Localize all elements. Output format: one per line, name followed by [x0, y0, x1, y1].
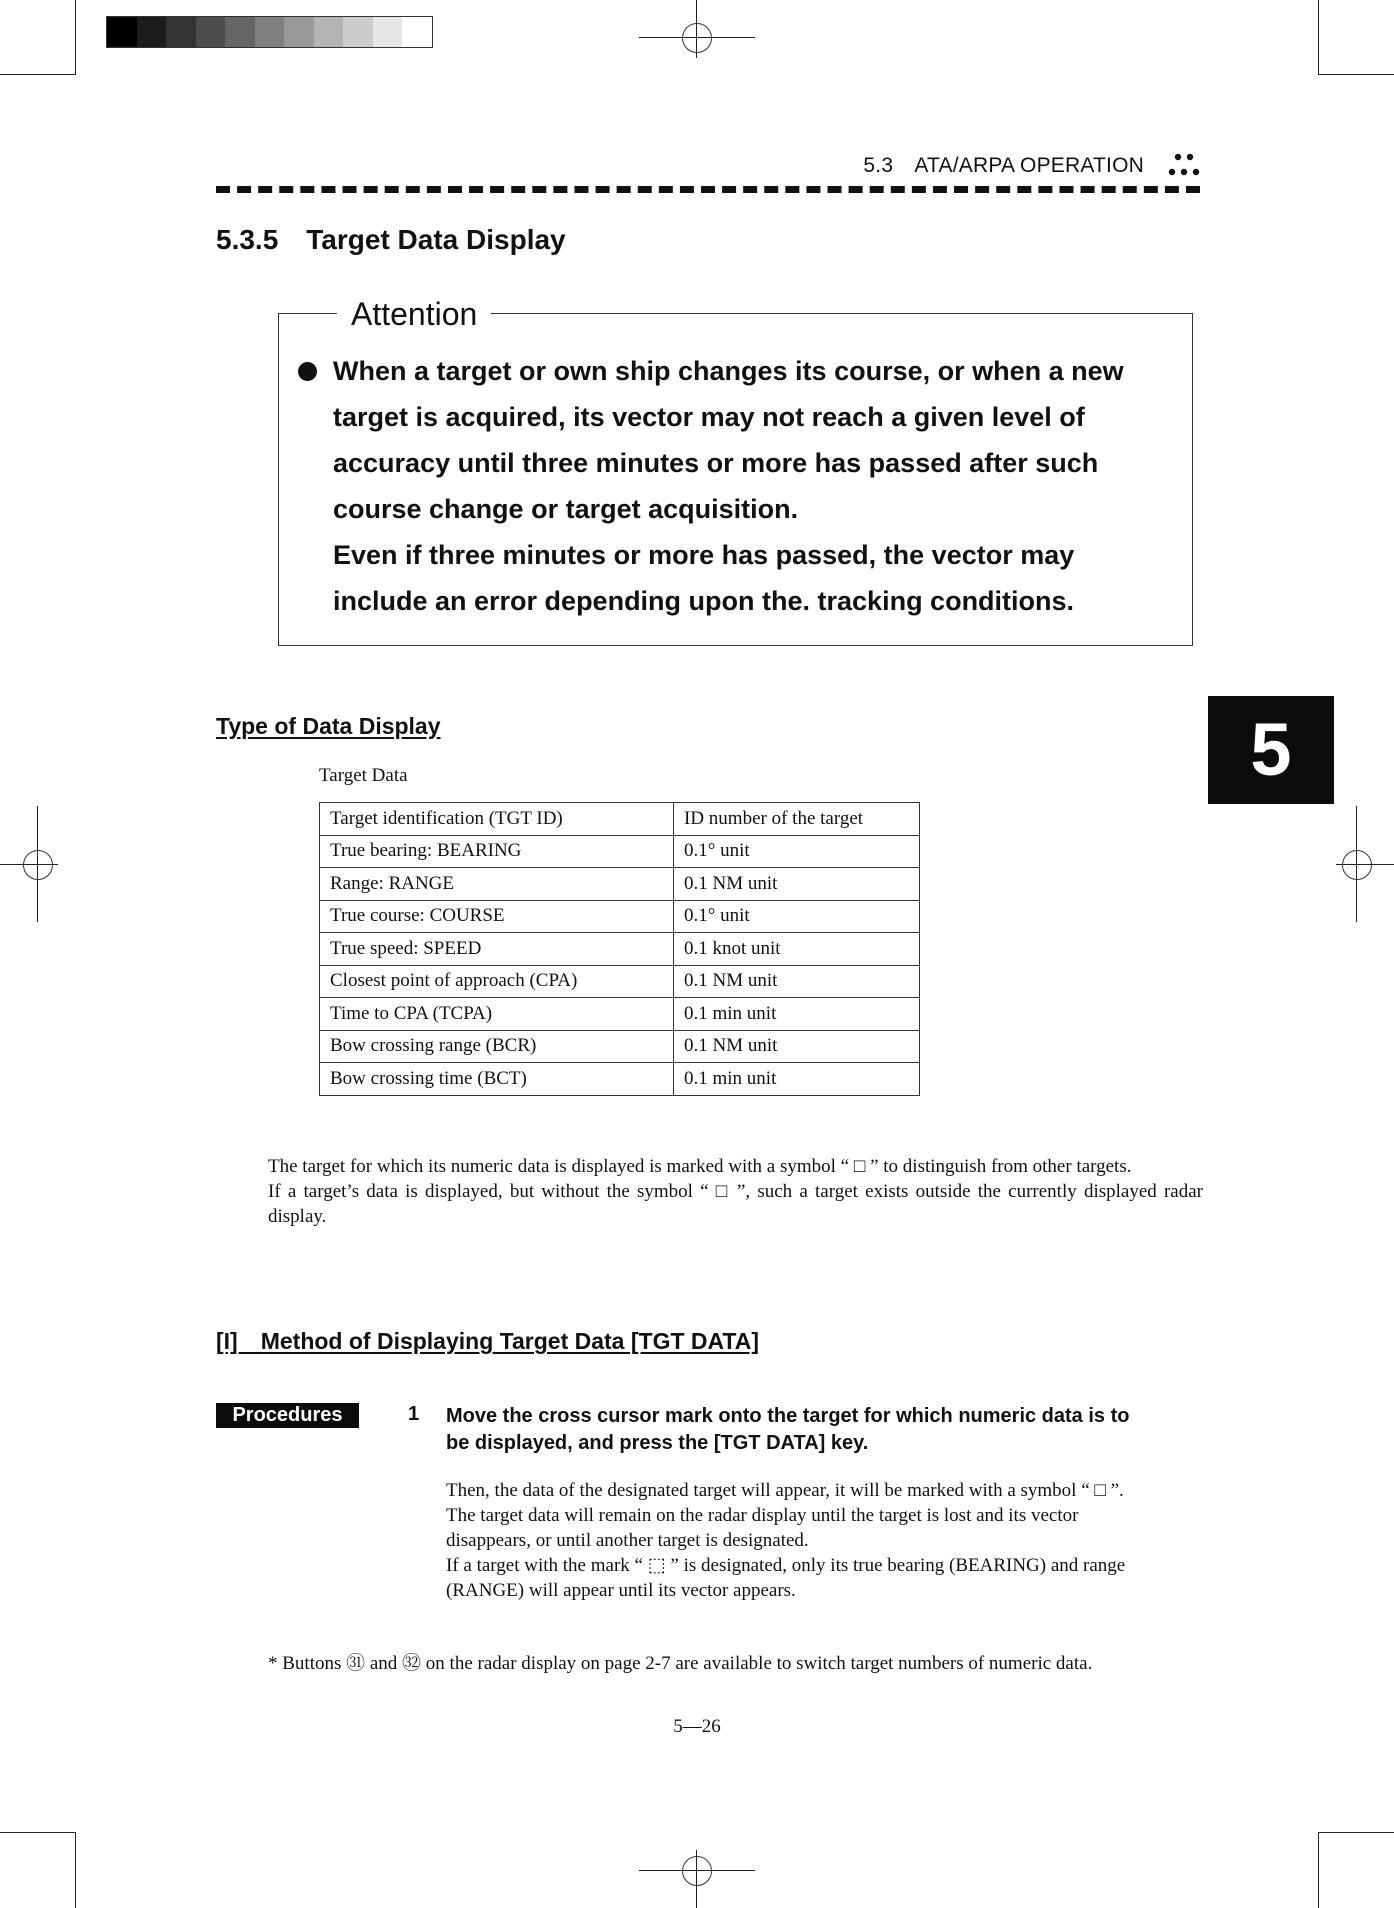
data-item-cell: Range: RANGE	[320, 868, 674, 901]
detail-line: If a target with the mark “ ⬚ ” is designated, only its true bearing (BEARING) and range	[446, 1555, 1126, 1576]
step-details	[446, 1478, 1206, 1603]
attention-line: accuracy until three minutes or more has passed after such	[333, 448, 1099, 478]
data-item-cell: Bow crossing range (BCR)	[320, 1030, 674, 1063]
detail-line: Then, the data of the designated target will appear, it will be marked with a symbol “ □ ”.	[446, 1480, 1124, 1501]
table-row	[320, 835, 920, 868]
method-heading: [I] Method of Displaying Target Data [TGT DATA]	[216, 1328, 760, 1354]
note-paragraph: If a target’s data is displayed, but without the symbol “ □ ”, such a target exists outside the currently displayed radar display.	[268, 1181, 1203, 1227]
table-caption: Target Data	[319, 765, 408, 786]
note-paragraph: The target for which its numeric data is displayed is marked with a symbol “ □ ” to distinguish from other targets.	[268, 1156, 1132, 1177]
attention-label: Attention	[337, 296, 491, 333]
data-item-cell: Target identification (TGT ID)	[320, 803, 674, 836]
table-row	[320, 803, 920, 836]
attention-line: course change or target acquisition.	[333, 494, 799, 524]
dots-icon	[1168, 152, 1200, 180]
detail-line: The target data will remain on the radar display until the target is lost and its vector	[446, 1505, 1079, 1526]
attention-line: include an error depending upon the. tracking conditions.	[333, 586, 1075, 616]
footnote	[268, 1651, 1208, 1676]
running-header: 5.3 ATA/ARPA OPERATION	[863, 154, 1144, 177]
data-unit-cell: 0.1 NM unit	[674, 1030, 920, 1063]
data-unit-cell: ID number of the target	[674, 803, 920, 836]
attention-text	[333, 348, 1183, 624]
step-instruction	[446, 1403, 1206, 1457]
procedures-label: Procedures	[216, 1403, 359, 1428]
data-unit-cell: 0.1° unit	[674, 900, 920, 933]
data-item-cell: Time to CPA (TCPA)	[320, 998, 674, 1031]
type-of-data-heading: Type of Data Display	[216, 713, 441, 739]
page-number: 5—26	[673, 1716, 721, 1737]
target-data-table	[319, 802, 920, 1096]
table-row	[320, 965, 920, 998]
data-item-cell: Closest point of approach (CPA)	[320, 965, 674, 998]
notes	[268, 1154, 1203, 1229]
data-unit-cell: 0.1 min unit	[674, 1063, 920, 1096]
step-line: Move the cross cursor mark onto the target for which numeric data is to	[446, 1405, 1130, 1427]
section-title: 5.3.5 Target Data Display	[216, 224, 566, 255]
table-row	[320, 900, 920, 933]
attention-line: Even if three minutes or more has passed, the vector may	[333, 540, 1075, 570]
bullet-icon	[298, 362, 317, 381]
data-unit-cell: 0.1 NM unit	[674, 868, 920, 901]
step-number: 1	[408, 1403, 420, 1425]
detail-line: disappears, or until another target is designated.	[446, 1530, 809, 1551]
step-line: be displayed, and press the [TGT DATA] key.	[446, 1432, 869, 1454]
table-row	[320, 1063, 920, 1096]
data-item-cell: True course: COURSE	[320, 900, 674, 933]
table-row	[320, 998, 920, 1031]
data-unit-cell: 0.1 NM unit	[674, 965, 920, 998]
table-row	[320, 1030, 920, 1063]
grayscale-calibration-bar	[106, 16, 433, 48]
detail-line: (RANGE) will appear until its vector appears.	[446, 1580, 796, 1601]
header-dashed-rule	[216, 186, 1200, 193]
chapter-tab: 5	[1208, 696, 1334, 804]
attention-line: When a target or own ship changes its course, or when a new	[333, 356, 1124, 386]
table-row	[320, 933, 920, 966]
footnote-text: * Buttons ㉛ and ㉜ on the radar display on page 2-7 are available to switch target numbers of numeric data.	[268, 1653, 1093, 1674]
data-unit-cell: 0.1 min unit	[674, 998, 920, 1031]
data-item-cell: Bow crossing time (BCT)	[320, 1063, 674, 1096]
data-unit-cell: 0.1° unit	[674, 835, 920, 868]
attention-line: target is acquired, its vector may not reach a given level of	[333, 402, 1085, 432]
data-unit-cell: 0.1 knot unit	[674, 933, 920, 966]
data-item-cell: True speed: SPEED	[320, 933, 674, 966]
table-row	[320, 868, 920, 901]
data-item-cell: True bearing: BEARING	[320, 835, 674, 868]
